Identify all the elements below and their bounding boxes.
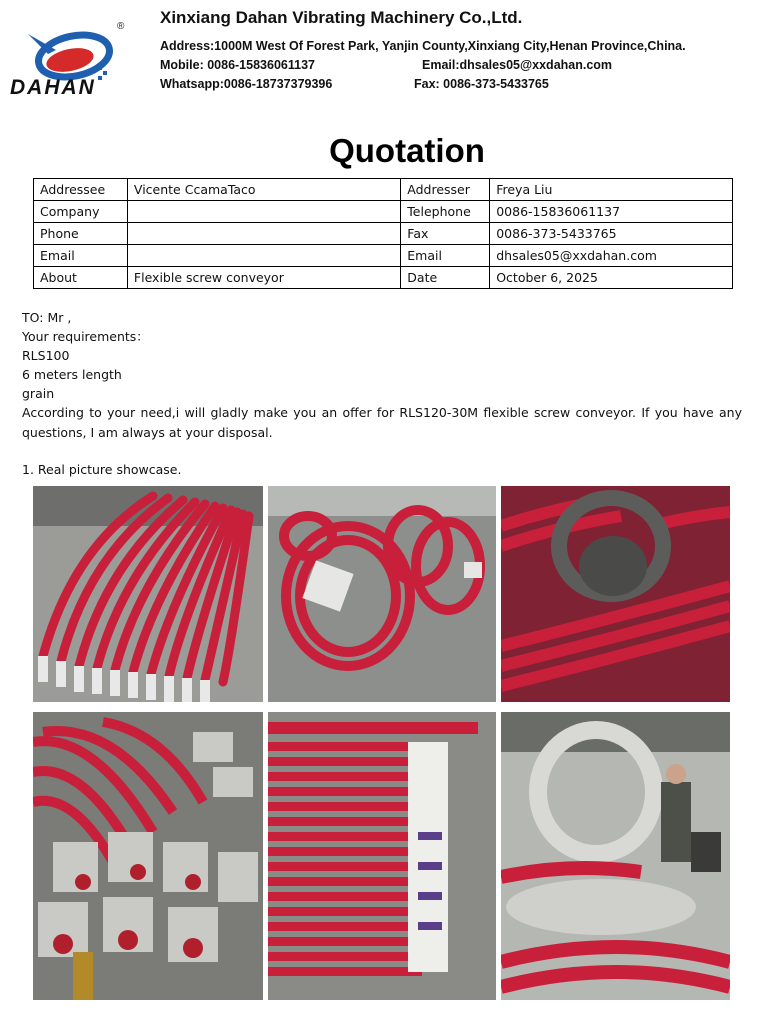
info-label: Addresser <box>401 179 490 201</box>
info-label: Telephone <box>401 201 490 223</box>
whatsapp-number: Whatsapp:0086-18737379396 <box>160 77 333 91</box>
company-address: Address:1000M West Of Forest Park, Yanjin County,Xinxiang City,Henan Province,China. <box>160 39 686 53</box>
letter-body <box>22 308 742 479</box>
info-value: 0086-373-5433765 <box>490 223 733 245</box>
info-row-addressee <box>34 179 733 201</box>
info-value <box>127 201 400 223</box>
registered-mark: ® <box>117 21 125 32</box>
mobile-number: Mobile: 0086-15836061137 <box>160 58 315 72</box>
email-address: Email:dhsales05@xxdahan.com <box>422 58 613 72</box>
logo-text: DAHAN <box>10 76 96 99</box>
info-label: Email <box>34 245 128 267</box>
company-name: Xinxiang Dahan Vibrating Machinery Co.,Ltd. <box>160 8 523 27</box>
offer-paragraph: According to your need,i will gladly make you an offer for RLS120-30M flexible screw conveyor. If you have any questions, I am always at your disposal. <box>22 405 742 440</box>
fax-number: Fax: 0086-373-5433765 <box>414 77 549 91</box>
info-value <box>127 245 400 267</box>
info-label: About <box>34 267 128 289</box>
photo-hopper-units <box>33 712 263 1000</box>
info-value: dhsales05@xxdahan.com <box>490 245 733 267</box>
info-label: Company <box>34 201 128 223</box>
info-value: 0086-15836061137 <box>490 201 733 223</box>
document-title: Quotation <box>329 132 485 169</box>
info-value <box>127 223 400 245</box>
info-value: Flexible screw conveyor <box>127 267 400 289</box>
photo-straight-hoses <box>268 712 496 1000</box>
info-value: October 6, 2025 <box>490 267 733 289</box>
requirements-label: Your requirements： <box>22 329 149 344</box>
info-label: Email <box>401 245 490 267</box>
salutation: TO: Mr , <box>22 310 72 325</box>
photo-hoses-row <box>33 486 263 702</box>
section-heading: 1. Real picture showcase. <box>22 462 182 477</box>
photo-coiled-hoses <box>268 486 496 702</box>
info-label: Fax <box>401 223 490 245</box>
info-table <box>33 178 733 289</box>
info-label: Phone <box>34 223 128 245</box>
info-row-phone <box>34 223 733 245</box>
info-row-company <box>34 201 733 223</box>
info-value: Vicente CcamaTaco <box>127 179 400 201</box>
requirement-length: 6 meters length <box>22 367 122 382</box>
photo-workshop-coil <box>501 712 730 1000</box>
photo-wrapped-coil <box>501 486 730 702</box>
info-value: Freya Liu <box>490 179 733 201</box>
info-label: Date <box>401 267 490 289</box>
requirement-material: grain <box>22 386 55 401</box>
requirement-model: RLS100 <box>22 348 70 363</box>
info-row-email <box>34 245 733 267</box>
info-row-about <box>34 267 733 289</box>
info-label: Addressee <box>34 179 128 201</box>
